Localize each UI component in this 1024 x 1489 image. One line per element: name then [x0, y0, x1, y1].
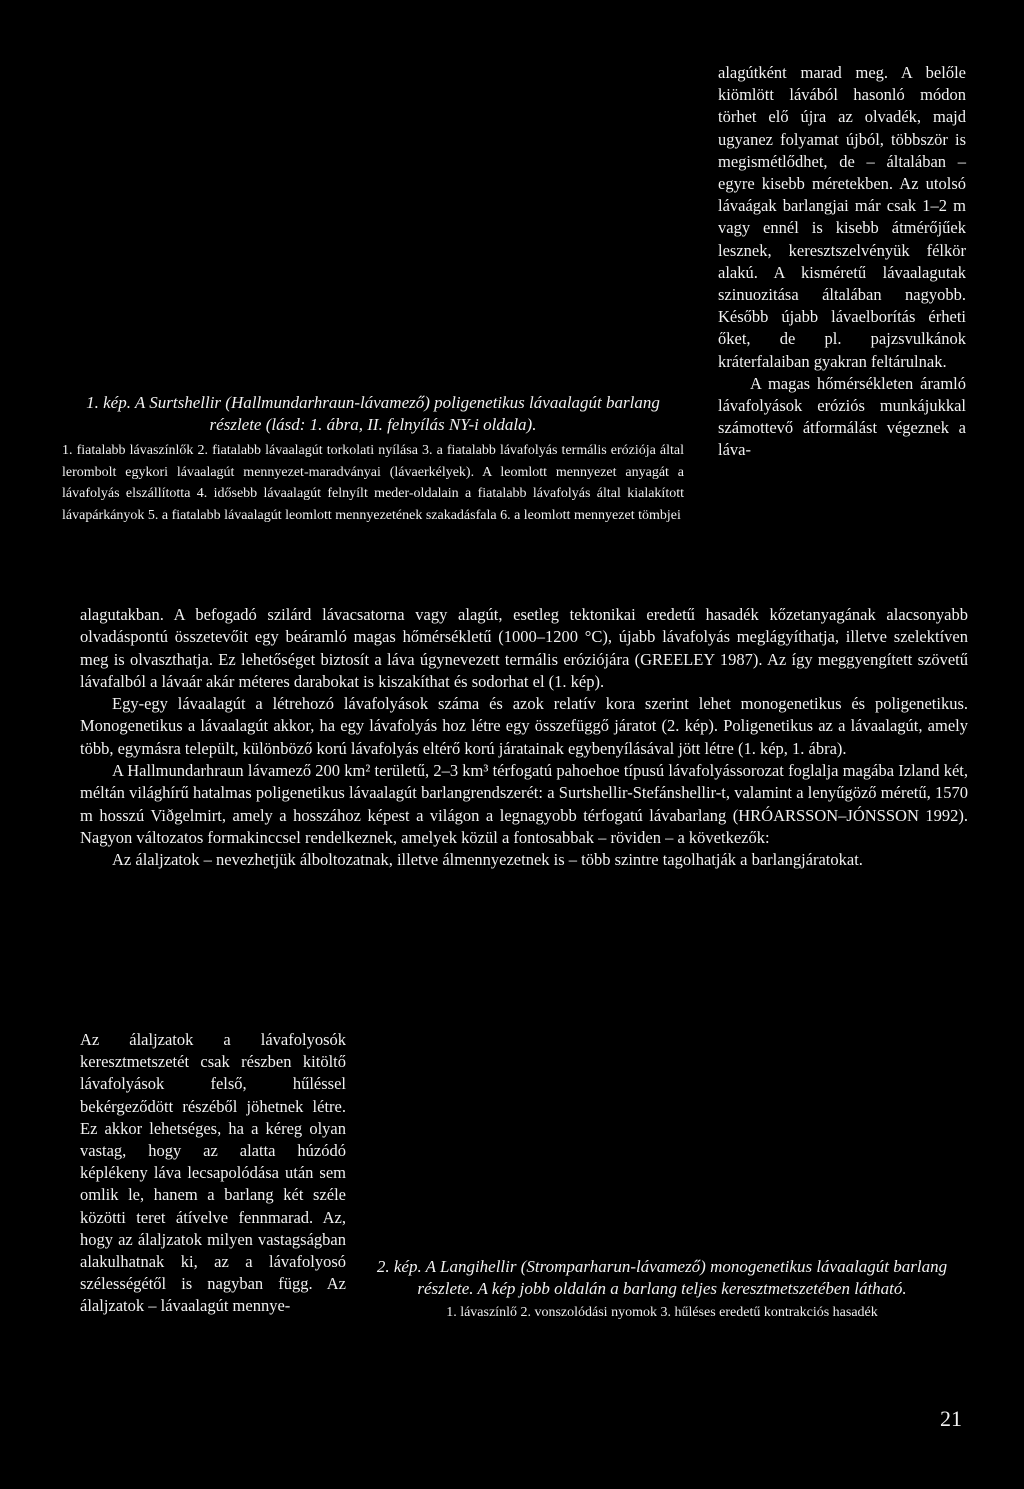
photo-2-caption	[362, 1256, 962, 1324]
photo-1-caption-legend: 1. fiatalabb lávaszínlők 2. fiatalabb lávaalagút torkolati nyílása 3. a fiatalabb lávafolyás termális eróziója által lerombolt egykori lávaalagút mennyezet-maradványai (lávaerkélyek). A leomlott mennyezet anyagát a lávafolyás elszállította 4. idősebb lávaalagút felnyílt meder-oldalain a fiatalabb lávafolyás által kialakított lávapárkányok 5. a fiatalabb lávaalagút leomlott mennyezetének szakadásfala 6. a leomlott mennyezet tömbjei	[62, 443, 684, 523]
right-column-paragraph-2: A magas hőmérsékleten áramló lávafolyások eróziós munkájukkal számottevő átformálást végeznek a láva-	[718, 373, 966, 460]
left-text-column	[80, 1029, 346, 1318]
page-number: 21	[940, 1406, 962, 1431]
photo-1-caption	[62, 392, 684, 526]
body-paragraph-2: Egy-egy lávaalagút a létrehozó lávafolyások száma és azok relatív kora szerint lehet monogenetikus és poligenetikus. Monogenetikus a lávaalagút akkor, ha egy lávafolyás hoz létre egy összefüggő járatot (2. kép). Poligenetikus az a lávaalagút, amely több, egymásra települt, különböző korú lávafolyás eltérő korú járatainak egybenyílásával jött létre (1. kép, 1. ábra).	[80, 694, 968, 758]
photo-1-caption-title: 1. kép. A Surtshellir (Hallmundarhraun-lávamező) poligenetikus lávaalagút barlang részlete (lásd: 1. ábra, II. felnyílás NY-i oldala).	[86, 393, 660, 434]
body-paragraph-1: alagutakban. A befogadó szilárd lávacsatorna vagy alagút, esetleg tektonikai eredetű hasadék kőzetanyagának alacsonyabb olvadáspontú összetevőit egy beáramló magas hőmérsékletű (1000–1200 °C), újabb lávafolyás meglágyíthatja, illetve szelektíven meg is olvaszthatja. Ez lehetőséget biztosít a láva úgynevezett termális eróziójára (GREELEY 1987). Az így meggyengített szövetű lávafalból a lávaár akár méteres darabokat is kiszakíthat és sodorhat el (1. kép).	[80, 605, 968, 691]
full-width-text	[80, 604, 968, 872]
body-paragraph-4: Az álaljzatok – nevezhetjük álboltozatnak, illetve álmennyezetnek is – több szintre tagolhatják a barlangjáratokat.	[112, 850, 863, 870]
right-text-column	[718, 62, 966, 462]
right-column-paragraph-1: alagútként marad meg. A belőle kiömlött lávából hasonló módon törhet elő újra az olvadék, majd ugyanez folyamat újból, többször is megismétlődhet, de – általában – egyre kisebb méretekben. Az utolsó lávaágak barlangjai már csak 1–2 m vagy ennél is kisebb átmérőjűek lesznek, keresztszelvényük félkör alakú. A kisméretű lávaalagutak szinuozitása általában nagyobb. Később újabb lávaelborítás érheti őket, de pl. pajzsvulkánok kráterfalaiban gyakran feltárulnak.	[718, 63, 966, 371]
left-column-paragraph-1: Az álaljzatok a lávafolyosók keresztmetszetét csak részben kitöltő lávafolyások felső, hűléssel bekérgeződött részéből jöhetnek létre. Ez akkor lehetséges, ha a kéreg olyan vastag, hogy az alatta húzódó képlékeny láva lecsapolódása után sem omlik le, hanem a barlang két széle közötti teret átívelve fennmarad. Az, hogy az álaljzatok milyen vastagságban alakulhatnak ki, az a lávafolyosó szélességétől is nagyban függ. Az álaljzatok – lávaalagút mennye-	[80, 1030, 346, 1316]
photo-2-caption-title: 2. kép. A Langihellir (Stromparharun-lávamező) monogenetikus lávaalagút barlang részlete. A kép jobb oldalán a barlang teljes keresztmetszetében látható.	[376, 1257, 948, 1298]
photo-2-caption-legend: 1. lávaszínlő 2. vonszolódási nyomok 3. hűléses eredetű kontrakciós hasadék	[446, 1305, 878, 1320]
body-paragraph-3: A Hallmundarhraun lávamező 200 km² területű, 2–3 km³ térfogatú pahoehoe típusú lávafolyássorozat foglalja magába Izland két, méltán világhírű hatalmas poligenetikus lávaalagút barlangrendszerét: a Surtshellir-Stefánshellir-t, valamint a lenyűgöző méretű, 1570 m hosszú Viðgelmirt, amely a hosszához képest a világon a legnagyobb térfogatú lávabarlang (HRÓARSSON–JÓNSSON 1992). Nagyon változatos formakinccsel rendelkeznek, amelyek közül a fontosabbak – röviden – a következők:	[80, 761, 968, 847]
